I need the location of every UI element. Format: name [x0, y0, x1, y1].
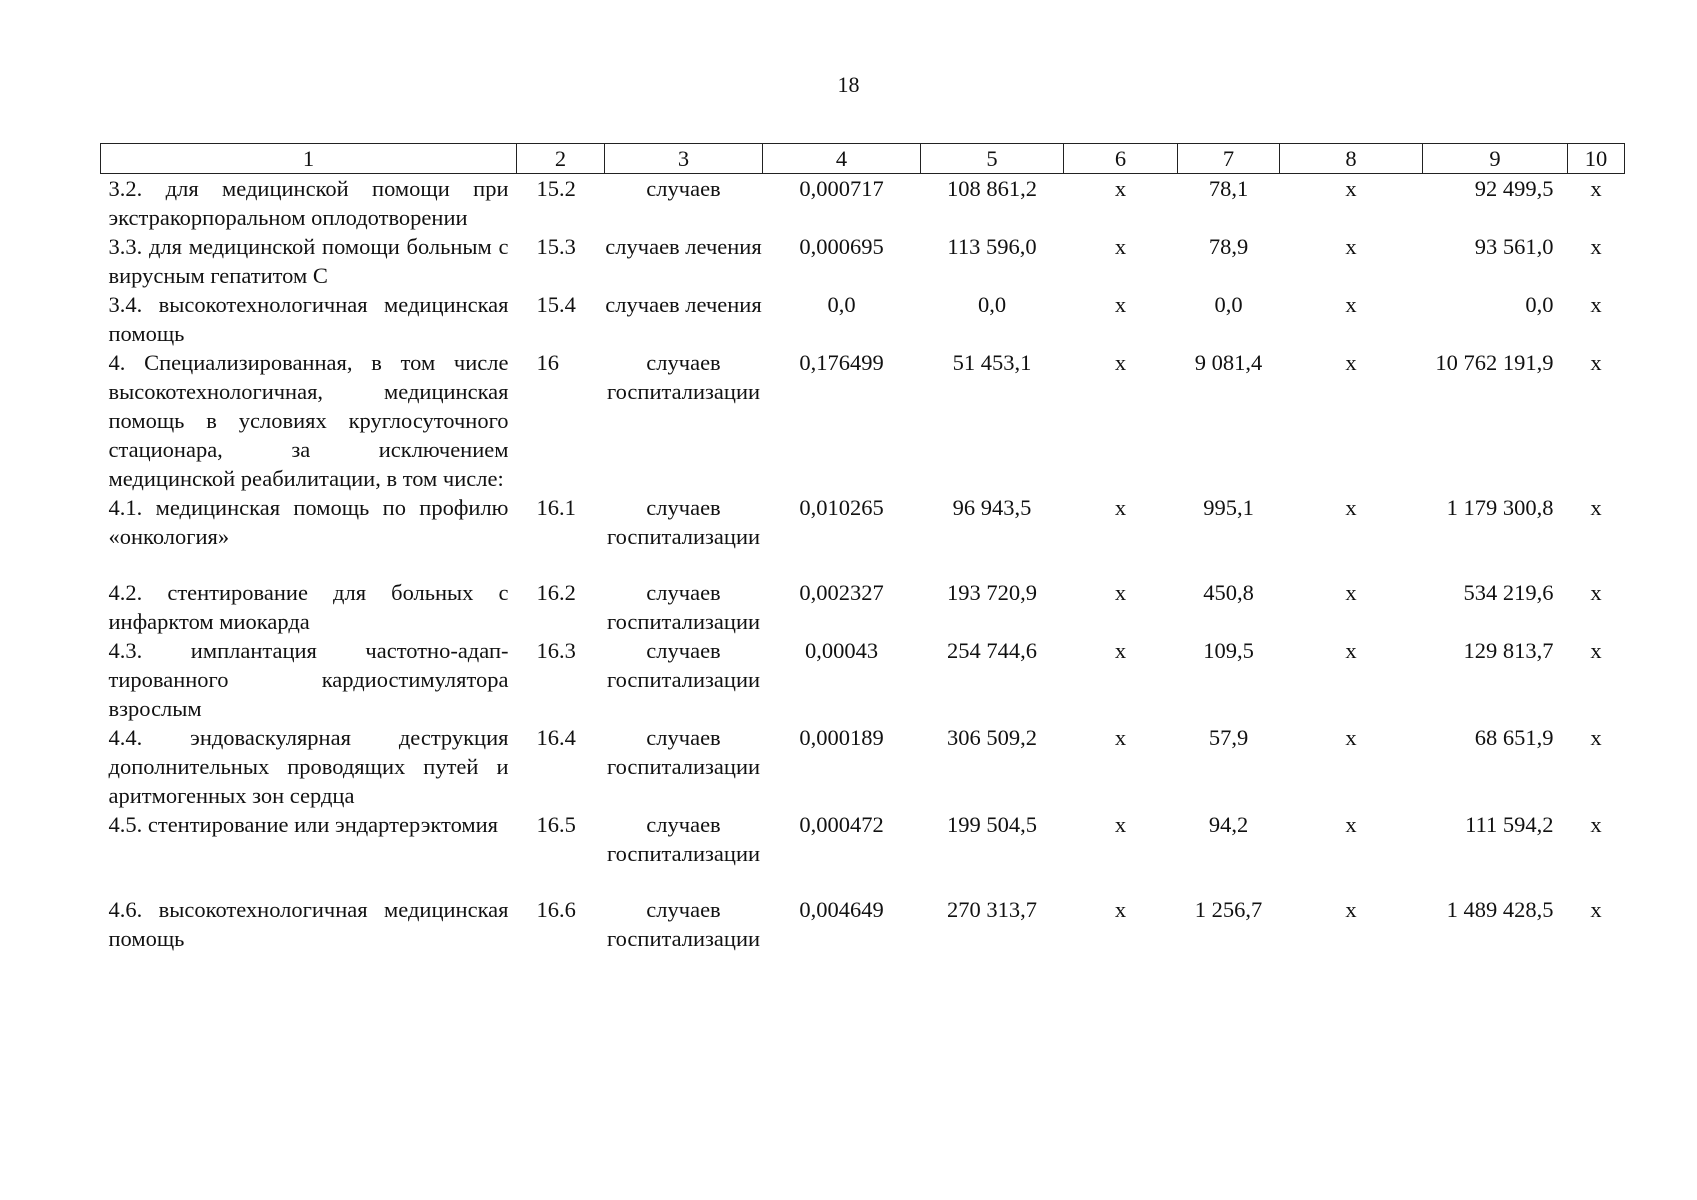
table-row [101, 895, 1625, 953]
row-col8-cell: х [1345, 234, 1357, 259]
row-col10-cell: х [1590, 897, 1602, 922]
row-col9-cell: 129 813,7 [1463, 638, 1554, 663]
header-cell: 6 [1064, 144, 1178, 174]
row-col9-cell: 1 489 428,5 [1446, 897, 1554, 922]
row-code-cell: 15.2 [536, 176, 576, 201]
row-code-cell: 16.5 [536, 812, 576, 837]
table-row [101, 636, 1625, 723]
row-col4-cell: 0,000717 [799, 176, 884, 201]
row-col6-cell: х [1114, 812, 1127, 837]
row-unit-cell: случаев госпитализации [606, 812, 761, 866]
table-row [101, 493, 1625, 578]
row-col9-cell: 10 762 191,9 [1435, 350, 1554, 375]
row-col5-cell: 270 313,7 [947, 897, 1037, 922]
row-col4-cell: 0,004649 [799, 897, 884, 922]
row-col7-cell: 78,9 [1208, 234, 1249, 259]
row-col8-cell: х [1345, 580, 1357, 605]
row-name-cell: 4.3. имплантация частотно-адаптированного кардиостимулятора взрослым [108, 638, 509, 721]
data-table [100, 143, 1625, 953]
row-col6-cell: х [1114, 495, 1127, 520]
row-col5-cell: 113 596,0 [947, 234, 1037, 259]
row-col8-cell: х [1345, 725, 1357, 750]
row-unit-cell: случаев госпитализации [606, 897, 761, 951]
row-code-cell: 15.4 [536, 292, 576, 317]
row-col8-cell: х [1345, 638, 1357, 663]
row-col9-cell: 0,0 [1525, 292, 1554, 317]
row-code-cell: 16 [536, 350, 559, 375]
row-col6-cell: х [1114, 638, 1127, 663]
row-unit-cell: случаев лечения [605, 234, 762, 259]
row-col10-cell: х [1590, 725, 1602, 750]
row-col7-cell: 9 081,4 [1194, 350, 1263, 375]
header-cell: 7 [1178, 144, 1280, 174]
row-col10-cell: х [1590, 350, 1602, 375]
row-col9-cell: 68 651,9 [1474, 725, 1554, 750]
row-col4-cell: 0,010265 [799, 495, 884, 520]
row-unit-cell: случаев госпитализации [606, 638, 761, 692]
row-col5-cell: 108 861,2 [947, 176, 1037, 201]
row-name-cell: 4.5. стентирование или эндартерэктомия [108, 812, 499, 837]
row-name-cell: 4.1. медицинская помощь по профилю «онкология» [108, 495, 509, 549]
row-unit-cell: случаев госпитализации [606, 580, 761, 634]
row-col4-cell: 0,000472 [799, 812, 884, 837]
table-body [101, 174, 1625, 954]
table-row [101, 290, 1625, 348]
row-unit-cell: случаев госпитализации [606, 725, 761, 779]
row-col10-cell: х [1590, 234, 1602, 259]
row-col7-cell: 995,1 [1203, 495, 1254, 520]
table-row [101, 348, 1625, 493]
row-col5-cell: 199 504,5 [947, 812, 1037, 837]
row-col7-cell: 0,0 [1214, 292, 1243, 317]
row-col6-cell: х [1114, 350, 1127, 375]
row-code-cell: 16.4 [536, 725, 576, 750]
row-name-cell: 3.3. для медицинской помощи больным с вирусным гепатитом С [108, 234, 509, 288]
row-code-cell: 16.6 [536, 897, 576, 922]
row-col5-cell: 0,0 [977, 292, 1007, 317]
row-col7-cell: 78,1 [1208, 176, 1249, 201]
row-name-cell: 4.2. стентирование для больных с инфарктом миокарда [108, 580, 509, 634]
table-row [101, 578, 1625, 636]
row-col7-cell: 57,9 [1208, 725, 1249, 750]
row-col6-cell: х [1114, 176, 1127, 201]
header-cell: 10 [1568, 144, 1625, 174]
row-col9-cell: 1 179 300,8 [1446, 495, 1554, 520]
header-cell: 1 [101, 144, 517, 174]
row-col10-cell: х [1590, 176, 1602, 201]
page-number: 18 [837, 72, 860, 97]
row-col6-cell: х [1114, 234, 1127, 259]
row-col4-cell: 0,176499 [799, 350, 884, 375]
row-col6-cell: х [1114, 580, 1127, 605]
table-row [101, 723, 1625, 810]
row-col9-cell: 534 219,6 [1463, 580, 1554, 605]
row-col4-cell: 0,000189 [799, 725, 884, 750]
row-col8-cell: х [1345, 897, 1357, 922]
row-col8-cell: х [1345, 350, 1357, 375]
header-cell: 3 [605, 144, 763, 174]
header-cell: 2 [517, 144, 605, 174]
table-row [101, 174, 1625, 233]
row-code-cell: 16.3 [536, 638, 576, 663]
header-cell: 5 [921, 144, 1064, 174]
row-unit-cell: случаев лечения [605, 292, 762, 317]
row-col9-cell: 92 499,5 [1474, 176, 1554, 201]
row-col7-cell: 1 256,7 [1194, 897, 1263, 922]
row-code-cell: 16.2 [536, 580, 576, 605]
row-col9-cell: 93 561,0 [1474, 234, 1554, 259]
row-col4-cell: 0,002327 [799, 580, 884, 605]
row-col8-cell: х [1345, 812, 1357, 837]
table-row [101, 232, 1625, 290]
row-col5-cell: 254 744,6 [947, 638, 1037, 663]
row-col5-cell: 96 943,5 [952, 495, 1032, 520]
row-col10-cell: х [1590, 292, 1602, 317]
row-col5-cell: 193 720,9 [947, 580, 1037, 605]
row-col9-cell: 111 594,2 [1465, 812, 1554, 837]
row-col5-cell: 306 509,2 [947, 725, 1037, 750]
header-cell: 8 [1280, 144, 1423, 174]
row-col8-cell: х [1345, 495, 1357, 520]
row-col4-cell: 0,00043 [804, 638, 879, 663]
row-name-cell: 4.6. высокотехнологичная медицинская помощь [108, 897, 509, 951]
header-cell: 9 [1423, 144, 1568, 174]
row-col7-cell: 450,8 [1203, 580, 1254, 605]
row-col7-cell: 94,2 [1208, 812, 1249, 837]
row-col6-cell: х [1114, 897, 1127, 922]
row-col10-cell: х [1590, 580, 1602, 605]
row-unit-cell: случаев госпитализации [606, 495, 761, 549]
row-col5-cell: 51 453,1 [952, 350, 1032, 375]
row-name-cell: 4.4. эндоваскулярная деструкция дополнительных проводящих путей и аритмогенных зон сердца [108, 725, 509, 808]
row-name-cell: 3.4. высокотехнологичная медицинская помощь [108, 292, 509, 346]
row-name-cell: 4. Специализированная, в том числе высокотехнологичная, медицинская помощь в условиях круглосуточного стационара, за исключением медицинской реабилитации, в том числе: [108, 350, 509, 491]
header-row [101, 144, 1625, 174]
row-code-cell: 16.1 [536, 495, 576, 520]
row-col10-cell: х [1590, 812, 1602, 837]
row-unit-cell: случаев [646, 176, 721, 201]
row-code-cell: 15.3 [536, 234, 576, 259]
table-row [101, 810, 1625, 895]
row-col6-cell: х [1114, 725, 1127, 750]
row-col4-cell: 0,0 [827, 292, 856, 317]
row-col4-cell: 0,000695 [799, 234, 884, 259]
header-cell: 4 [763, 144, 921, 174]
row-name-cell: 3.2. для медицинской помощи при экстракорпоральном оплодотворении [108, 176, 509, 230]
row-col8-cell: х [1345, 292, 1357, 317]
row-col6-cell: х [1114, 292, 1127, 317]
row-col10-cell: х [1590, 638, 1602, 663]
row-unit-cell: случаев госпитализации [606, 350, 761, 404]
row-col10-cell: х [1590, 495, 1602, 520]
row-col7-cell: 109,5 [1203, 638, 1254, 663]
row-col8-cell: х [1345, 176, 1357, 201]
